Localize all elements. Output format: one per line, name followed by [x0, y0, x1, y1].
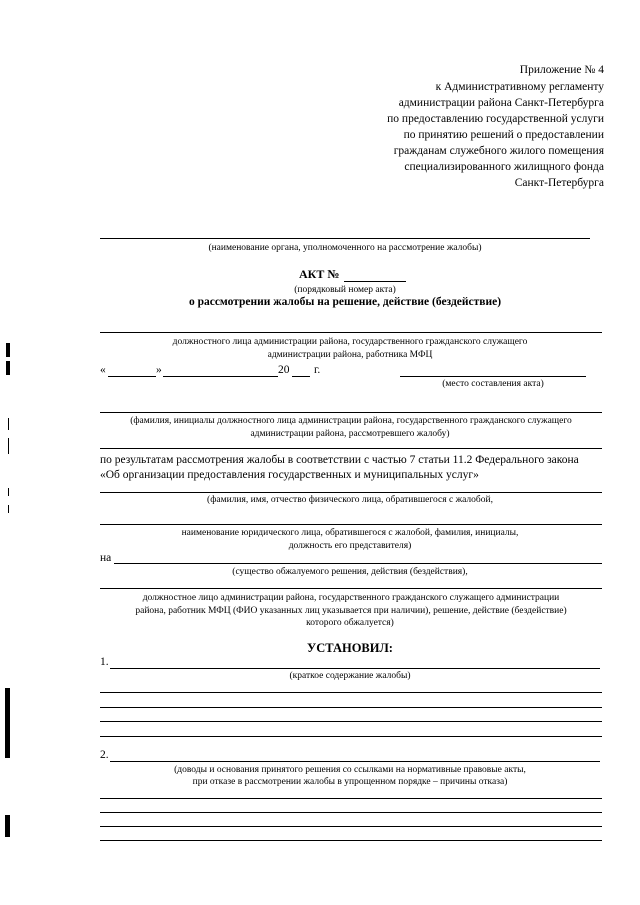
item-2-fill-line — [100, 798, 602, 799]
item-1-fill-line — [100, 736, 602, 737]
item-1-number: 1. — [100, 656, 109, 668]
organ-caption: (наименование органа, уполномоченного на рассмотрение жалобы) — [208, 243, 482, 253]
annex-line: администрации района Санкт-Петербурга — [398, 97, 604, 109]
place-line — [400, 376, 586, 377]
scan-mark-3 — [8, 418, 9, 430]
basis-line-1: по результатам рассмотрения жалобы в соответствии с частью 7 статьи 11.2 Федерального закона — [100, 454, 579, 466]
item-2-fill-line — [100, 840, 602, 841]
item-2-line — [110, 761, 600, 762]
applicant-person-caption: (фамилия, имя, отчество физического лица, обратившегося с жалобой, — [207, 495, 493, 505]
annex-line: по принятию решений о предоставлении — [403, 129, 604, 141]
scan-mark-4 — [8, 438, 9, 454]
reviewer-caption-1: (фамилия, инициалы должностного лица администрации района, государственного гражданского служащего — [130, 416, 572, 426]
subject-official-2: района, работник МФЦ (ФИО указанных лиц указывается при наличии), решение, действие (бездействие) — [135, 606, 567, 616]
subject-line-2 — [100, 588, 602, 589]
scan-mark-2 — [6, 361, 10, 375]
date-open-quote: « — [100, 364, 106, 376]
date-day-line — [108, 376, 156, 377]
applicant-line-2 — [100, 524, 602, 525]
item-2-fill-line — [100, 826, 602, 827]
item-2-number: 2. — [100, 749, 109, 761]
official-caption-2: администрации района, работника МФЦ — [267, 350, 433, 360]
item-1-fill-line — [100, 692, 602, 693]
act-title: АКТ № — [299, 267, 340, 281]
date-year-line — [292, 376, 310, 377]
item-1-fill-line — [100, 721, 602, 722]
applicant-line — [100, 492, 602, 493]
item-2-caption-2: при отказе в рассмотрении жалобы в упрощенном порядке – причины отказа) — [192, 777, 508, 787]
annex-line: к Административному регламенту — [435, 81, 604, 93]
item-1-line — [110, 668, 600, 669]
scan-mark-5 — [8, 488, 9, 496]
act-subject: о рассмотрении жалобы на решение, действие (бездействие) — [188, 296, 502, 308]
annex-line: по предоставлению государственной услуги — [387, 113, 604, 125]
place-caption: (место составления акта) — [442, 379, 544, 389]
act-number-caption: (порядковый номер акта) — [294, 285, 396, 295]
date-year-suffix: г. — [314, 364, 321, 376]
subject-official-3: которого обжалуется) — [306, 618, 394, 628]
official-line — [100, 332, 602, 333]
annex-line: Санкт-Петербурга — [514, 177, 604, 189]
date-month-line — [163, 376, 278, 377]
reviewer-line-2 — [100, 448, 602, 449]
annex-line: гражданам служебного жилого помещения — [393, 145, 604, 157]
applicant-entity-caption-1: наименование юридического лица, обратившегося с жалобой, фамилия, инициалы, — [181, 528, 519, 538]
applicant-entity-caption-2: должность его представителя) — [288, 541, 412, 551]
subject-prefix: на — [100, 552, 112, 564]
reviewer-caption-2: администрации района, рассмотревшего жалобу) — [250, 429, 450, 439]
subject-line — [114, 563, 602, 564]
act-number-line — [344, 281, 406, 282]
annex-line: специализированного жилищного фонда — [404, 161, 604, 173]
scan-mark-7 — [5, 688, 10, 758]
scan-mark-1 — [6, 343, 10, 357]
date-close-quote: » — [156, 364, 162, 376]
subject-caption: (существо обжалуемого решения, действия (бездействия), — [232, 567, 468, 577]
scan-mark-6 — [8, 505, 9, 513]
organ-line — [100, 238, 590, 239]
subject-official-1: должностное лицо администрации района, государственного гражданского служащего администрации — [142, 593, 560, 603]
official-caption-1: должностного лица администрации района, государственного гражданского служащего — [172, 337, 528, 347]
date-year-prefix: 20 — [278, 364, 290, 376]
item-2-caption-1: (доводы и основания принятого решения со ссылками на нормативные правовые акты, — [174, 765, 526, 775]
reviewer-line — [100, 412, 602, 413]
annex-line: Приложение № 4 — [519, 64, 604, 76]
established-heading: УСТАНОВИЛ: — [307, 641, 393, 655]
item-2-fill-line — [100, 812, 602, 813]
scan-mark-8 — [5, 815, 10, 837]
basis-line-2: «Об организации предоставления государственных и муниципальных услуг» — [100, 469, 479, 481]
item-1-caption: (краткое содержание жалобы) — [289, 671, 411, 681]
item-1-fill-line — [100, 707, 602, 708]
